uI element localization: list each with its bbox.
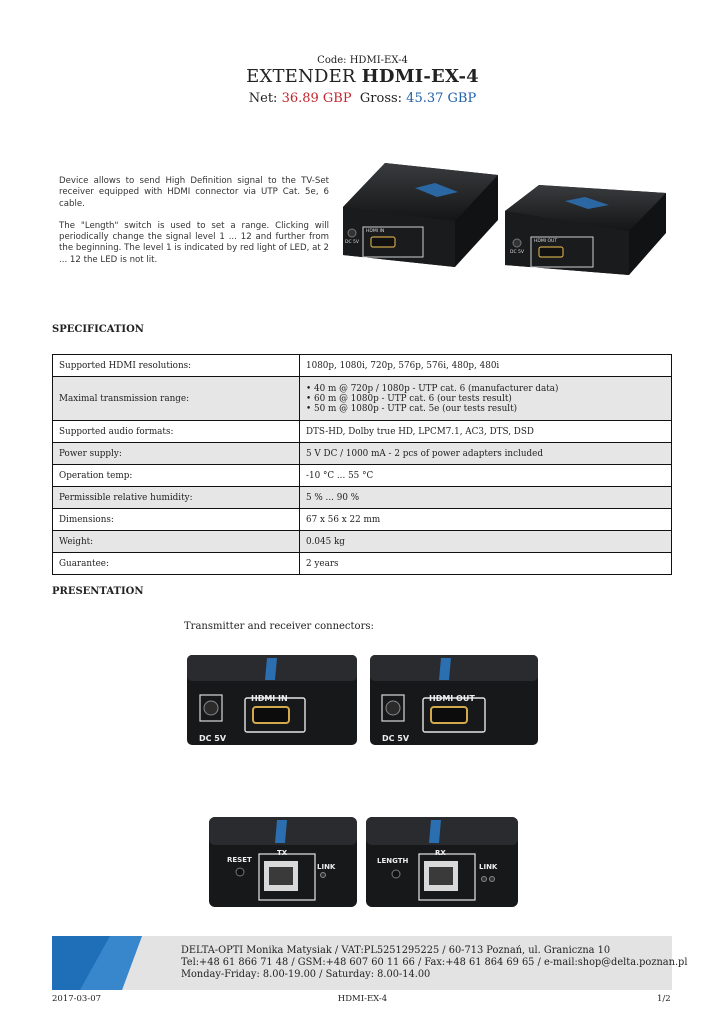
spec-value: 5 % ... 90 % — [300, 487, 672, 509]
presentation-caption: Transmitter and receiver connectors: — [184, 621, 374, 632]
description-paragraph: The "Length" switch is used to set a range. Clicking will periodically change the signal level 1 ... 12 and further from the beginning. The level 1 is indicated by red light of LED, at 2 ... 12 the LED is not lit. — [59, 220, 329, 265]
port-label: TX — [277, 849, 288, 857]
page-model: HDMI-EX-4 — [337, 994, 388, 1004]
port-label: DC 5V — [199, 734, 227, 743]
spec-key: Supported audio formats: — [53, 421, 300, 443]
spec-value: 5 V DC / 1000 mA - 2 pcs of power adapters included — [300, 443, 672, 465]
spec-value-line: • 60 m @ 1080p - UTP cat. 6 (our tests result) — [306, 393, 512, 404]
specification-heading: SPECIFICATION — [52, 324, 144, 335]
spec-value: 2 years — [300, 553, 672, 575]
company-hours: Monday-Friday: 8.00-19.00 / Saturday: 8.00-14.00 — [181, 969, 431, 981]
device-label: HDMI IN — [366, 229, 385, 234]
front-connectors-photo — [185, 652, 540, 748]
spec-value: 67 x 56 x 22 mm — [300, 509, 672, 531]
title-model: HDMI-EX-4 — [361, 66, 479, 87]
net-price: 36.89 GBP — [281, 91, 352, 106]
page-title — [0, 66, 725, 87]
company-address: DELTA-OPTI Monika Matysiak / VAT:PL5251295225 / 60-713 Poznań, ul. Graniczna 10 — [181, 945, 611, 956]
receiver-unit — [505, 185, 666, 275]
port-label: LINK — [479, 863, 498, 871]
title-prefix: EXTENDER — [246, 66, 362, 87]
spec-key: Permissible relative humidity: — [53, 487, 300, 509]
port-label: RX — [435, 849, 446, 857]
gross-price: 45.37 GBP — [406, 91, 477, 106]
spec-key: Dimensions: — [53, 509, 300, 531]
spec-value: DTS-HD, Dolby true HD, LPCM7.1, AC3, DTS, DSD — [300, 421, 672, 443]
spec-value-line: • 50 m @ 1080p - UTP cat. 5e (our tests result) — [306, 403, 518, 414]
spec-value: -10 °C ... 55 °C — [300, 465, 672, 487]
price-line — [0, 91, 725, 106]
device-label: DC 5V — [510, 250, 524, 255]
back-connectors-photo — [207, 815, 520, 910]
company-logo-mark — [52, 936, 142, 990]
spec-key: Power supply: — [53, 443, 300, 465]
transmitter-front — [187, 655, 357, 745]
table-row — [53, 487, 672, 509]
transmitter-unit — [343, 163, 498, 267]
table-row — [53, 421, 672, 443]
port-label: DC 5V — [382, 734, 410, 743]
device-label: HDMI OUT — [534, 239, 558, 244]
table-row — [53, 465, 672, 487]
specification-table — [52, 354, 672, 575]
table-row — [53, 553, 672, 575]
spec-value: 1080p, 1080i, 720p, 576p, 576i, 480p, 480i — [300, 355, 672, 377]
spec-key: Supported HDMI resolutions: — [53, 355, 300, 377]
net-label: Net: — [248, 91, 282, 106]
spec-value-line: • 40 m @ 720p / 1080p - UTP cat. 6 (manufacturer data) — [306, 383, 559, 394]
product-code: Code: HDMI-EX-4 — [317, 55, 408, 66]
spec-value — [300, 377, 672, 421]
page-number: 1/2 — [657, 994, 671, 1004]
device-label: DC 5V — [345, 240, 359, 245]
port-label: HDMI IN — [251, 694, 288, 703]
table-row — [53, 443, 672, 465]
port-label: LINK — [317, 863, 336, 871]
company-contact — [181, 945, 687, 982]
product-photo — [333, 155, 673, 280]
company-phones: Tel:+48 61 866 71 48 / GSM:+48 607 60 11 66 / Fax:+48 61 864 69 65 / e-mail:shop@delta.poznan.pl — [181, 957, 688, 969]
spec-key: Operation temp: — [53, 465, 300, 487]
spec-key: Maximal transmission range: — [53, 377, 300, 421]
table-row — [53, 355, 672, 377]
spec-value: 0.045 kg — [300, 531, 672, 553]
spec-key: Weight: — [53, 531, 300, 553]
table-row — [53, 509, 672, 531]
transmitter-back — [209, 817, 357, 907]
receiver-front — [370, 655, 538, 745]
description-paragraph: Device allows to send High Definition signal to the TV-Set receiver equipped with HDMI connector via UTP Cat. 5e, 6 cable. — [59, 176, 329, 209]
spec-key: Guarantee: — [53, 553, 300, 575]
receiver-back — [366, 817, 518, 907]
port-label: LENGTH — [377, 857, 409, 865]
gross-label: Gross: — [359, 91, 407, 106]
port-label: RESET — [227, 856, 252, 864]
port-label: HDMI OUT — [429, 694, 475, 703]
page-date: 2017-03-07 — [52, 994, 102, 1004]
table-row — [53, 377, 672, 421]
presentation-heading: PRESENTATION — [52, 586, 144, 597]
table-row — [53, 531, 672, 553]
product-description — [59, 176, 329, 277]
